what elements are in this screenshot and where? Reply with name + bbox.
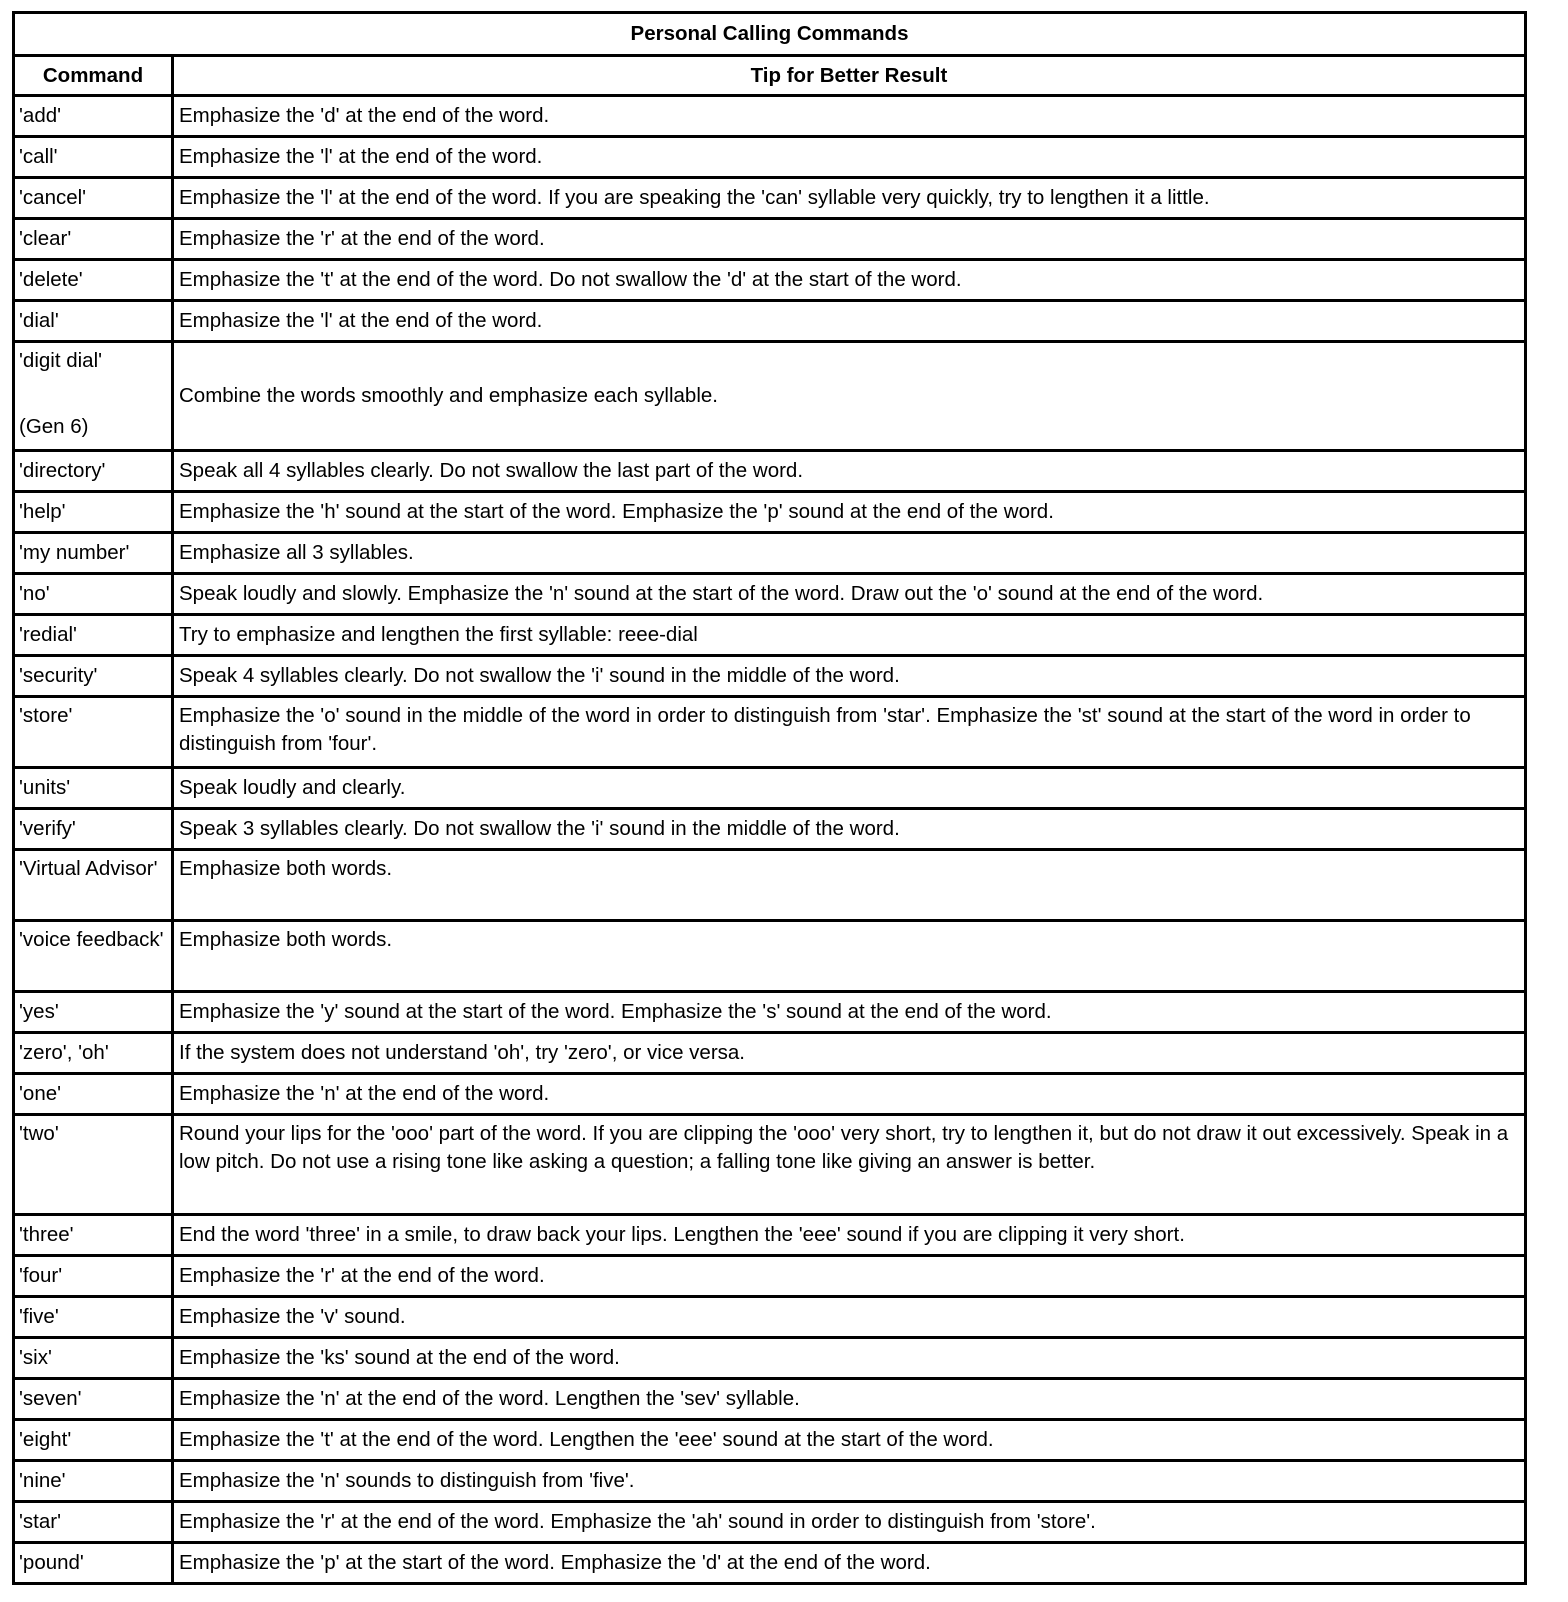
command-text: 'help': [19, 500, 66, 523]
command-text: 'eight': [19, 1428, 72, 1451]
tip-cell: Speak loudly and slowly. Emphasize the 'n' sound at the start of the word. Draw out the 'o' sound at the end of the word.: [173, 574, 1526, 615]
tip-cell: Emphasize the 'r' at the end of the word.: [173, 1256, 1526, 1297]
command-cell: [14, 1379, 173, 1420]
table-row: [14, 219, 1526, 260]
command-text: 'voice feedback': [19, 928, 164, 951]
command-text: 'two': [19, 1122, 59, 1145]
table-row: [14, 992, 1526, 1033]
command-text: 'delete': [19, 268, 83, 291]
command-cell: [14, 178, 173, 219]
tip-cell: Emphasize the 'n' sounds to distinguish from 'five'.: [173, 1461, 1526, 1502]
tip-cell: Emphasize the 't' at the end of the word. Do not swallow the 'd' at the start of the word.: [173, 260, 1526, 301]
tip-cell: If the system does not understand 'oh', try 'zero', or vice versa.: [173, 1033, 1526, 1074]
tip-cell: Combine the words smoothly and emphasize each syllable.: [173, 342, 1526, 451]
command-text: 'verify': [19, 817, 76, 840]
command-cell: [14, 1256, 173, 1297]
command-text: 'add': [19, 104, 62, 127]
tip-cell: Speak 3 syllables clearly. Do not swallow the 'i' sound in the middle of the word.: [173, 809, 1526, 850]
table-row: [14, 1338, 1526, 1379]
command-cell: [14, 1338, 173, 1379]
tip-cell: Emphasize the 't' at the end of the word. Lengthen the 'eee' sound at the start of the word.: [173, 1420, 1526, 1461]
command-text: 'directory': [19, 459, 106, 482]
table-row: [14, 178, 1526, 219]
table-row: [14, 533, 1526, 574]
command-text: 'star': [19, 1510, 62, 1533]
command-cell: [14, 697, 173, 768]
tip-cell: Emphasize the 'h' sound at the start of the word. Emphasize the 'p' sound at the end of the word.: [173, 492, 1526, 533]
command-text: 'Virtual Advisor': [19, 857, 158, 880]
command-text: 'one': [19, 1082, 62, 1105]
tip-cell: Round your lips for the 'ooo' part of the word. If you are clipping the 'ooo' very short, try to lengthen it, but do not draw it out excessively. Speak in a low pitch. Do not use a rising tone like asking a question; a falling tone like giving an answer is better.: [173, 1115, 1526, 1215]
command-text: 'redial': [19, 623, 77, 646]
tip-cell: Emphasize the 'v' sound.: [173, 1297, 1526, 1338]
table-row: [14, 1543, 1526, 1584]
tip-cell: Emphasize the 'p' at the start of the word. Emphasize the 'd' at the end of the word.: [173, 1543, 1526, 1584]
command-text: 'no': [19, 582, 50, 605]
table-row: [14, 1502, 1526, 1543]
command-text: 'dial': [19, 309, 59, 332]
command-text: 'store': [19, 704, 73, 727]
command-cell: [14, 615, 173, 656]
tip-cell: Emphasize the 'd' at the end of the word.: [173, 96, 1526, 137]
command-cell: [14, 574, 173, 615]
command-text: 'call': [19, 145, 58, 168]
command-cell: [14, 1461, 173, 1502]
command-cell: [14, 260, 173, 301]
tip-cell: Emphasize both words.: [173, 921, 1526, 992]
table-row: [14, 137, 1526, 178]
command-text: 'units': [19, 776, 71, 799]
table-row: [14, 1461, 1526, 1502]
tip-cell: Emphasize the 'l' at the end of the word.: [173, 301, 1526, 342]
command-cell: [14, 137, 173, 178]
command-text: 'pound': [19, 1551, 84, 1574]
command-cell: [14, 219, 173, 260]
command-text: 'zero', 'oh': [19, 1041, 109, 1064]
command-cell: [14, 1543, 173, 1584]
command-cell: [14, 768, 173, 809]
command-cell: [14, 1502, 173, 1543]
column-header-command: Command: [14, 56, 173, 96]
command-text: 'six': [19, 1346, 52, 1369]
table-row: [14, 342, 1526, 451]
command-cell: [14, 1074, 173, 1115]
tip-cell: Emphasize the 'n' at the end of the word.: [173, 1074, 1526, 1115]
command-text: 'my number': [19, 541, 130, 564]
column-header-tip: Tip for Better Result: [173, 56, 1526, 96]
table-row: [14, 656, 1526, 697]
tip-cell: Speak all 4 syllables clearly. Do not swallow the last part of the word.: [173, 451, 1526, 492]
command-cell: [14, 656, 173, 697]
command-cell: [14, 451, 173, 492]
tip-cell: Emphasize the 'r' at the end of the word.: [173, 219, 1526, 260]
command-text: 'cancel': [19, 186, 87, 209]
table-row: [14, 1215, 1526, 1256]
command-cell: [14, 921, 173, 992]
table-row: [14, 809, 1526, 850]
command-cell: [14, 992, 173, 1033]
table-row: [14, 1074, 1526, 1115]
table-row: [14, 260, 1526, 301]
command-cell: [14, 850, 173, 921]
table-row: [14, 1115, 1526, 1215]
tip-cell: Emphasize the 'o' sound in the middle of the word in order to distinguish from 'star'. Emphasize the 'st' sound at the start of the word in order to distinguish from 'four'.: [173, 697, 1526, 768]
table-row: [14, 451, 1526, 492]
command-text: 'four': [19, 1264, 63, 1287]
command-text: 'three': [19, 1223, 74, 1246]
tip-cell: Emphasize the 'ks' sound at the end of the word.: [173, 1338, 1526, 1379]
command-cell: [14, 342, 173, 451]
command-text: 'nine': [19, 1469, 66, 1492]
command-text: 'five': [19, 1305, 59, 1328]
table-body: [14, 96, 1526, 1584]
table-row: [14, 301, 1526, 342]
command-note: (Gen 6): [19, 415, 89, 438]
command-cell: [14, 1033, 173, 1074]
table-row: [14, 615, 1526, 656]
tip-cell: Emphasize the 'l' at the end of the word. If you are speaking the 'can' syllable very quickly, try to lengthen it a little.: [173, 178, 1526, 219]
table-row: [14, 1297, 1526, 1338]
table-row: [14, 492, 1526, 533]
tip-cell: Try to emphasize and lengthen the first syllable: reee-dial: [173, 615, 1526, 656]
tip-cell: Speak 4 syllables clearly. Do not swallow the 'i' sound in the middle of the word.: [173, 656, 1526, 697]
command-cell: [14, 1215, 173, 1256]
command-text: 'clear': [19, 227, 72, 250]
table-header-row: [14, 56, 1526, 96]
table-row: [14, 1033, 1526, 1074]
table-row: [14, 96, 1526, 137]
table-row: [14, 574, 1526, 615]
table-row: [14, 1256, 1526, 1297]
command-cell: [14, 1297, 173, 1338]
command-cell: [14, 492, 173, 533]
tip-cell: Emphasize the 'l' at the end of the word.: [173, 137, 1526, 178]
tip-cell: Emphasize the 'n' at the end of the word. Lengthen the 'sev' syllable.: [173, 1379, 1526, 1420]
command-text: 'digit dial': [19, 349, 103, 372]
command-cell: [14, 533, 173, 574]
command-text: 'security': [19, 664, 98, 687]
command-cell: [14, 301, 173, 342]
command-text: 'yes': [19, 1000, 59, 1023]
table-row: [14, 768, 1526, 809]
personal-calling-commands-table: [12, 11, 1527, 1585]
tip-cell: Speak loudly and clearly.: [173, 768, 1526, 809]
command-cell: [14, 1115, 173, 1215]
table-title: Personal Calling Commands: [14, 13, 1526, 56]
table-row: [14, 850, 1526, 921]
table-row: [14, 1379, 1526, 1420]
table-title-row: [14, 13, 1526, 56]
tip-cell: Emphasize the 'r' at the end of the word. Emphasize the 'ah' sound in order to distinguish from 'store'.: [173, 1502, 1526, 1543]
command-cell: [14, 809, 173, 850]
command-cell: [14, 1420, 173, 1461]
command-cell: [14, 96, 173, 137]
tip-cell: Emphasize both words.: [173, 850, 1526, 921]
tip-cell: Emphasize all 3 syllables.: [173, 533, 1526, 574]
tip-cell: End the word 'three' in a smile, to draw back your lips. Lengthen the 'eee' sound if you are clipping it very short.: [173, 1215, 1526, 1256]
table-row: [14, 1420, 1526, 1461]
table-row: [14, 921, 1526, 992]
table-row: [14, 697, 1526, 768]
command-text: 'seven': [19, 1387, 82, 1410]
tip-cell: Emphasize the 'y' sound at the start of the word. Emphasize the 's' sound at the end of the word.: [173, 992, 1526, 1033]
